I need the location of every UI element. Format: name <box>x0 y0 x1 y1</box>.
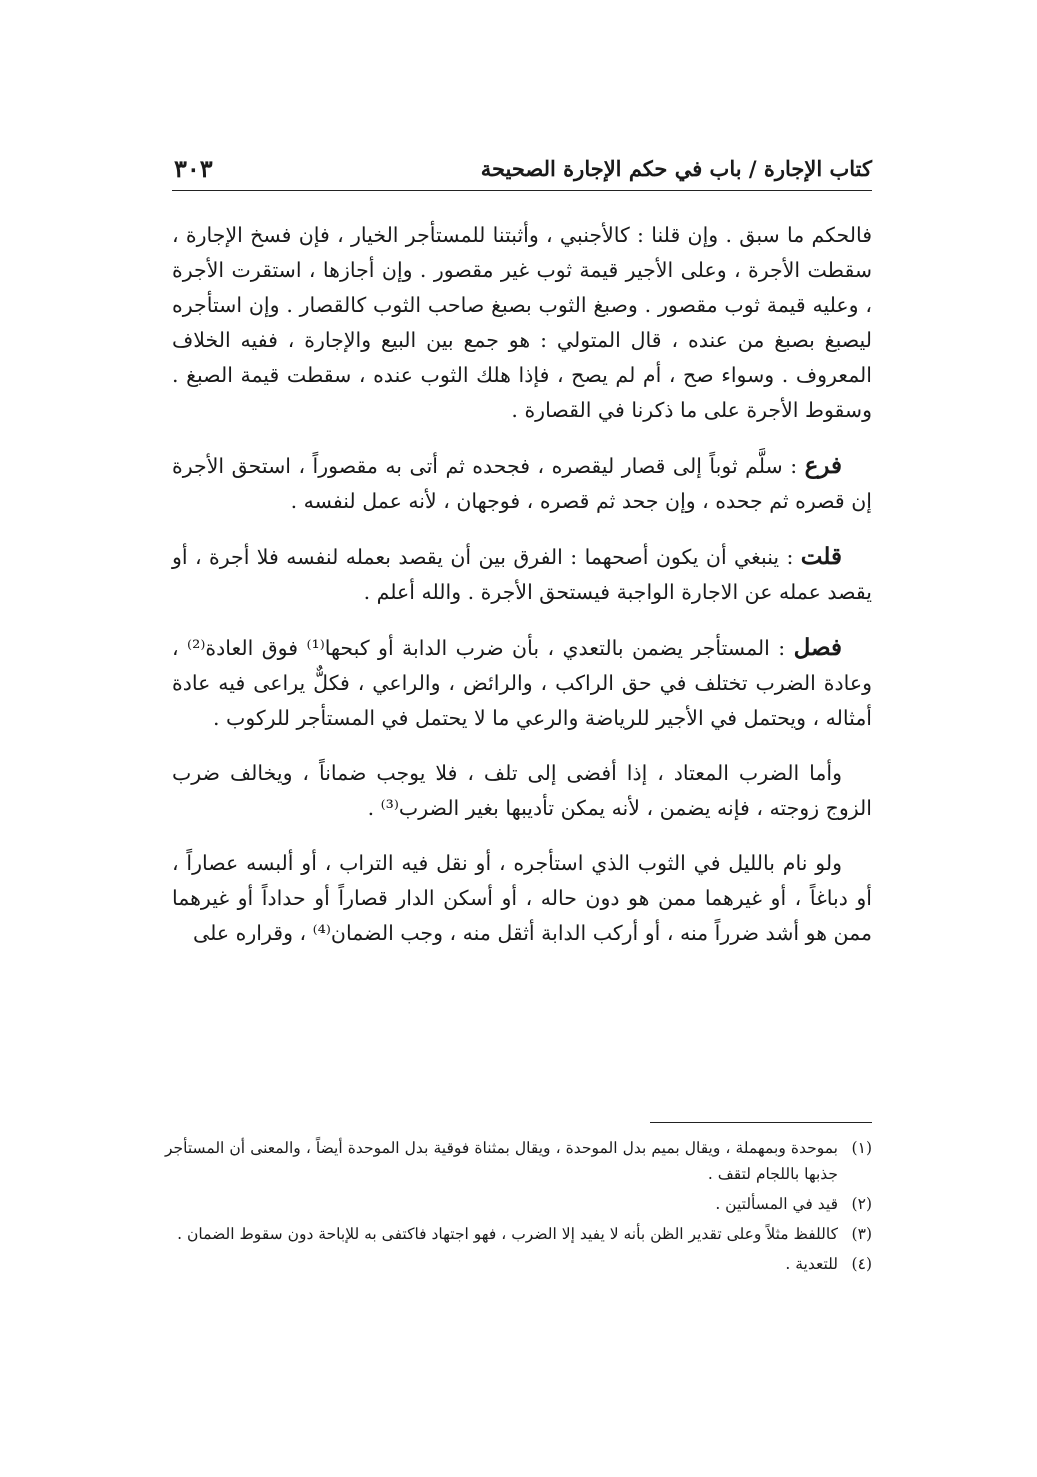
running-title: كتاب الإجارة / باب في حكم الإجارة الصحيحة <box>480 156 872 181</box>
footnote-number: (١) <box>851 1139 872 1157</box>
main-text <box>172 218 872 971</box>
footnote <box>165 1221 872 1247</box>
footnote-divider <box>650 1122 872 1123</box>
section-term: فصل <box>793 634 842 661</box>
footnote <box>165 1135 872 1187</box>
paragraph-text: : ينبغي أن يكون أصحهما : الفرق بين أن يقصد بعمله لنفسه فلا أجرة ، أو يقصد عمله عن الاجارة الواجبة فيستحق الأجرة . والله أعلم . <box>172 545 872 604</box>
footnotes <box>165 1135 872 1281</box>
paragraph-text: : المستأجر يضمن بالتعدي ، بأن ضرب الدابة أو كبحها⁽¹⁾ فوق العادة⁽²⁾ ، وعادة الضرب تختلف في حق الراكب ، والرائض ، والراعي ، فكلٌّ يراعى فيه عادة أمثاله ، ويحتمل في الأجير للرياضة والرعي ما لا يحتمل في المستأجر للركوب . <box>172 636 872 730</box>
footnote-text: قيد في المسألتين . <box>715 1195 838 1213</box>
section-term: قلت <box>800 543 842 570</box>
section-term: فرع <box>804 452 842 479</box>
paragraph <box>172 756 872 826</box>
paragraph-text: فالحكم ما سبق . وإن قلنا : كالأجنبي ، وأثبتنا للمستأجر الخيار ، فإن فسخ الإجارة ، سقطت الأجرة ، وعلى الأجير قيمة ثوب غير مقصور . وإن أجازها ، استقرت الأجرة ، وعليه قيمة ثوب مقصور . وصبغ الثوب بصبغ صاحب الثوب كالقصار . وإن استأجره ليصبغ بصبغ من عنده ، قال المتولي : هو جمع بين البيع والإجارة ، ففيه الخلاف المعروف . وسواء صح ، أم لم يصح ، فإذا هلك الثوب عنده ، سقطت قيمة الصبغ . وسقوط الأجرة على ما ذكرنا في القصارة . <box>172 223 872 422</box>
footnote-text: للتعدية . <box>785 1255 838 1273</box>
paragraph <box>172 448 872 519</box>
paragraph <box>172 218 872 428</box>
footnote <box>165 1191 872 1217</box>
paragraph <box>172 630 872 736</box>
footnote-text: كاللفظ مثلاً وعلى تقدير الظن بأنه لا يفيد إلا الضرب ، فهو اجتهاد فاكتفى به للإباحة دون سقوط الضمان . <box>177 1225 838 1243</box>
paragraph <box>172 539 872 610</box>
paragraph <box>172 846 872 951</box>
footnote-number: (٤) <box>851 1255 872 1273</box>
footnote-number: (٣) <box>851 1225 872 1243</box>
page-number: ٣٠٣ <box>174 154 213 183</box>
page-header <box>172 150 872 191</box>
paragraph-text: ولو نام بالليل في الثوب الذي استأجره ، أو نقل فيه التراب ، أو ألبسه عصاراً ، أو دباغاً ، أو غيرهما ممن هو دون حاله ، أو أسكن الدار قصاراً أو حداداً أو غيرهما ممن هو أشد ضرراً منه ، أو أركب الدابة أثقل منه ، وجب الضمان⁽⁴⁾ ، وقراره على <box>172 851 872 945</box>
paragraph-text: وأما الضرب المعتاد ، إذا أفضى إلى تلف ، فلا يوجب ضماناً ، ويخالف ضرب الزوج زوجته ، فإنه يضمن ، لأنه يمكن تأديبها بغير الضرب⁽³⁾ . <box>172 761 872 820</box>
paragraph-text: : سلَّم ثوباً إلى قصار ليقصره ، فجحده ثم أتى به مقصوراً ، استحق الأجرة إن قصره ثم جحده ، وإن جحد ثم قصره ، فوجهان ، لأنه عمل لنفسه . <box>172 454 872 513</box>
footnote-number: (٢) <box>851 1195 872 1213</box>
footnote-text: بموحدة وبمهملة ، ويقال بميم بدل الموحدة ، ويقال بمثناة فوقية بدل الموحدة أيضاً ، والمعنى أن المستأجر جذبها باللجام لتقف . <box>165 1139 838 1183</box>
footnote <box>165 1251 872 1277</box>
